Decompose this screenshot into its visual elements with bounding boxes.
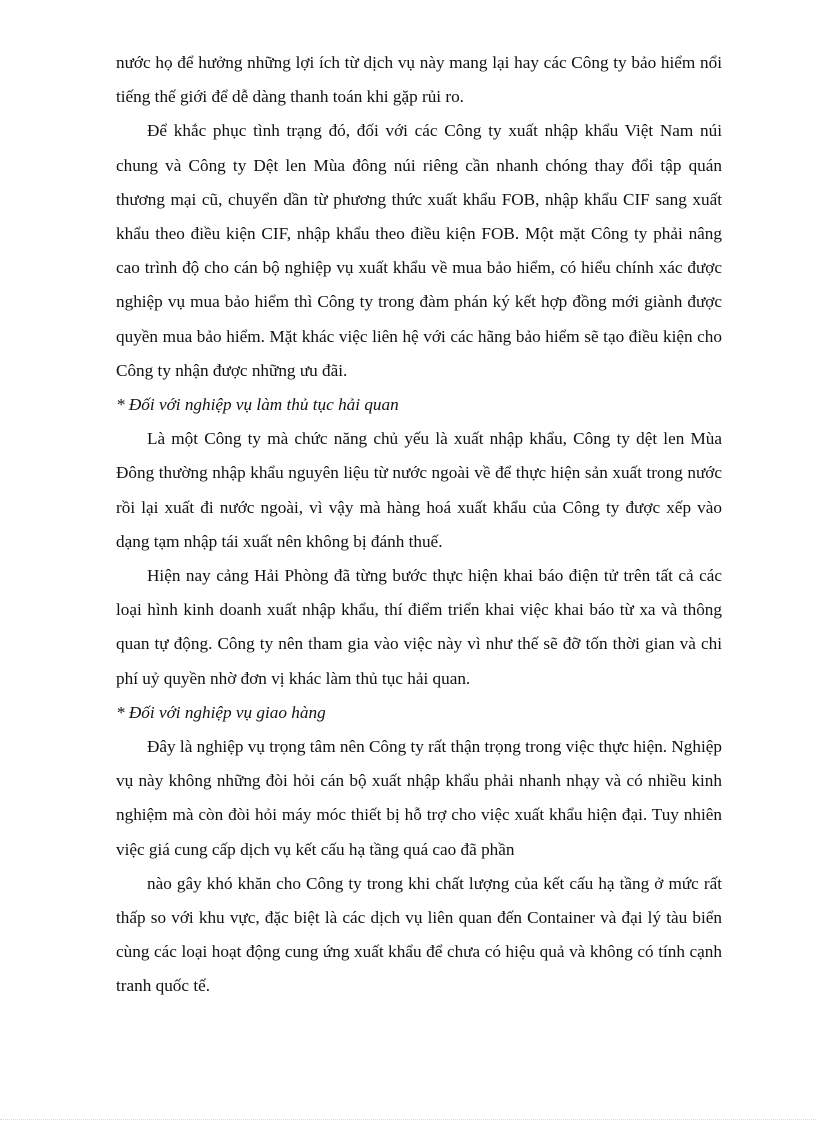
document-page <box>116 46 722 1004</box>
heading-delivery-operations: * Đối với nghiệp vụ giao hàng <box>116 702 326 722</box>
paragraph-delivery-importance: Đây là nghiệp vụ trọng tâm nên Công ty rất thận trọng trong việc thực hiện. Nghiệp vụ này không những đòi hỏi cán bộ xuất nhập khẩu phải nhanh nhạy và có nhiều kinh nghiệm mà còn đòi hỏi máy móc thiết bị hỗ trợ cho việc xuất khẩu hiện đại. Tuy nhiên việc giá cung cấp dịch vụ kết cấu hạ tầng quá cao đã phần <box>116 737 722 859</box>
paragraph-insurance-intro: nước họ để hưởng những lợi ích từ dịch vụ này mang lại hay các Công ty bảo hiểm nổi tiếng thế giới để dễ dàng thanh toán khi gặp rủi ro. <box>116 53 722 107</box>
page-bottom-divider <box>0 1119 816 1120</box>
paragraph-insurance-solution: Để khắc phục tình trạng đó, đối với các Công ty xuất nhập khẩu Việt Nam núi chung và Công ty Dệt len Mùa đông núi riêng cần nhanh chóng thay đổi tập quán thương mại cũ, chuyển dần từ phương thức xuất khẩu FOB, nhập khẩu CIF sang xuất khẩu theo điều kiện CIF, nhập khẩu theo điều kiện FOB. Một mặt Công ty phải nâng cao trình độ cho cán bộ nghiệp vụ xuất khẩu về mua bảo hiểm, có hiểu chính xác được nghiệp vụ mua bảo hiểm thì Công ty trong đàm phán ký kết hợp đồng mới giành được quyền mua bảo hiểm. Mặt khác việc liên hệ với các hãng bảo hiểm sẽ tạo điều kiện cho Công ty nhận được những ưu đãi. <box>116 121 722 380</box>
paragraph-delivery-infrastructure: nào gây khó khăn cho Công ty trong khi chất lượng của kết cấu hạ tầng ở mức rất thấp so với khu vực, đặc biệt là các dịch vụ liên quan đến Container và đại lý tàu biển cùng các loại hoạt động cung ứng xuất khẩu để chưa có hiệu quả và không có tính cạnh tranh quốc tế. <box>116 873 722 996</box>
heading-customs-procedures: * Đối với nghiệp vụ làm thủ tục hải quan <box>116 395 399 415</box>
paragraph-customs-company-role: Là một Công ty mà chức năng chủ yếu là xuất nhập khẩu, Công ty dệt len Mùa Đông thường nhập khẩu nguyên liệu từ nước ngoài về để thực hiện sản xuất trong nước rồi lại xuất đi nước ngoài, vì vậy mà hàng hoá xuất khẩu của Công ty được xếp vào dạng tạm nhập tái xuất nên không bị đánh thuế. <box>116 429 722 551</box>
paragraph-customs-electronic-declaration: Hiện nay cảng Hải Phòng đã từng bước thực hiện khai báo điện tử trên tất cả các loại hình kinh doanh xuất nhập khẩu, thí điểm triển khai việc khai báo từ xa và thông quan tự động. Công ty nên tham gia vào việc này vì như thế sẽ đỡ tốn thời gian và chi phí uỷ quyền nhờ đơn vị khác làm thủ tục hải quan. <box>116 566 722 688</box>
